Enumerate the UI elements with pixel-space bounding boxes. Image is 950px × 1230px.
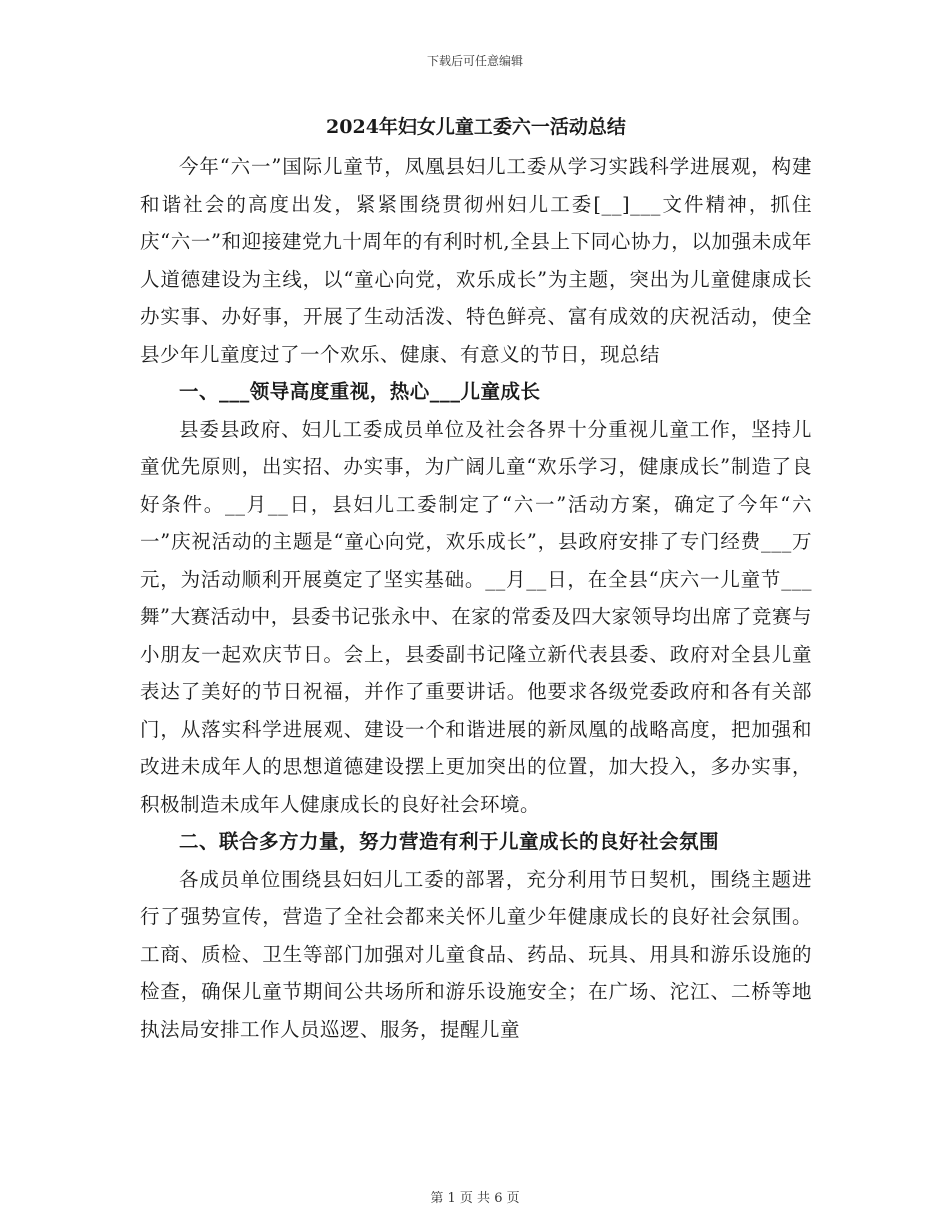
intro-paragraph: 今年“六一”国际儿童节，凤凰县妇儿工委从学习实践科学进展观，构建和谐社会的高度出发，紧紧围绕贯彻州妇儿工委[__]___文件精神，抓住庆“六一”和迎接建党九十周年的有利时机,全县上下同心协力，以加强未成年人道德建设为主线，以“童心向党，欢乐成长”为主题，突出为儿童健康成长办实事、办好事，开展了生动活泼、特色鲜亮、富有成效的庆祝活动，使全县少年儿童度过了一个欢乐、健康、有意义的节日，现总结 xyxy=(140,155,812,366)
page-footer: 第 1 页 共 6 页 xyxy=(430,1191,520,1206)
section-1-paragraph: 县委县政府、妇儿工委成员单位及社会各界十分重视儿童工作，坚持儿童优先原则，出实招、办实事，为广阔儿童“欢乐学习，健康成长”制造了良好条件。__月__日，县妇儿工委制定了“六一”活动方案，确定了今年“六一”庆祝活动的主题是“童心向党，欢乐成长”，县政府安排了专门经费___万元，为活动顺利开展奠定了坚实基础。__月__日，在全县“庆六一儿童节___舞”大赛活动中，县委书记张永中、在家的常委及四大家领导均出席了竞赛与小朋友一起欢庆节日。会上，县委副书记隆立新代表县委、政府对全县儿童表达了美好的节日祝福，并作了重要讲话。他要求各级党委政府和各有关部门，从落实科学进展观、建设一个和谐进展的新凤凰的战略高度，把加强和改进未成年人的思想道德建设摆上更加突出的位置，加大投入，多办实事，积极制造未成年人健康成长的良好社会环境。 xyxy=(140,417,812,816)
section-2-paragraph: 各成员单位围绕县妇妇儿工委的部署，充分利用节日契机，围绕主题进行了强势宣传，营造了全社会都来关怀儿童少年健康成长的良好社会氛围。工商、质检、卫生等部门加强对儿童食品、药品、玩具、用具和游乐设施的检查，确保儿童节期间公共场所和游乐设施安全；在广场、沱江、二桥等地执法局安排工作人员巡逻、服务，提醒儿童 xyxy=(140,867,812,1041)
section-heading-1: 一、___领导高度重视，热心___儿童成长 xyxy=(179,380,541,403)
page-header: 下载后可任意编辑 xyxy=(426,54,523,68)
document-title: 2024年妇女儿童工委六一活动总结 xyxy=(326,116,626,138)
section-heading-2: 二、联合多方力量，努力营造有利于儿童成长的良好社会氛围 xyxy=(179,830,720,853)
document-body xyxy=(140,112,812,1048)
